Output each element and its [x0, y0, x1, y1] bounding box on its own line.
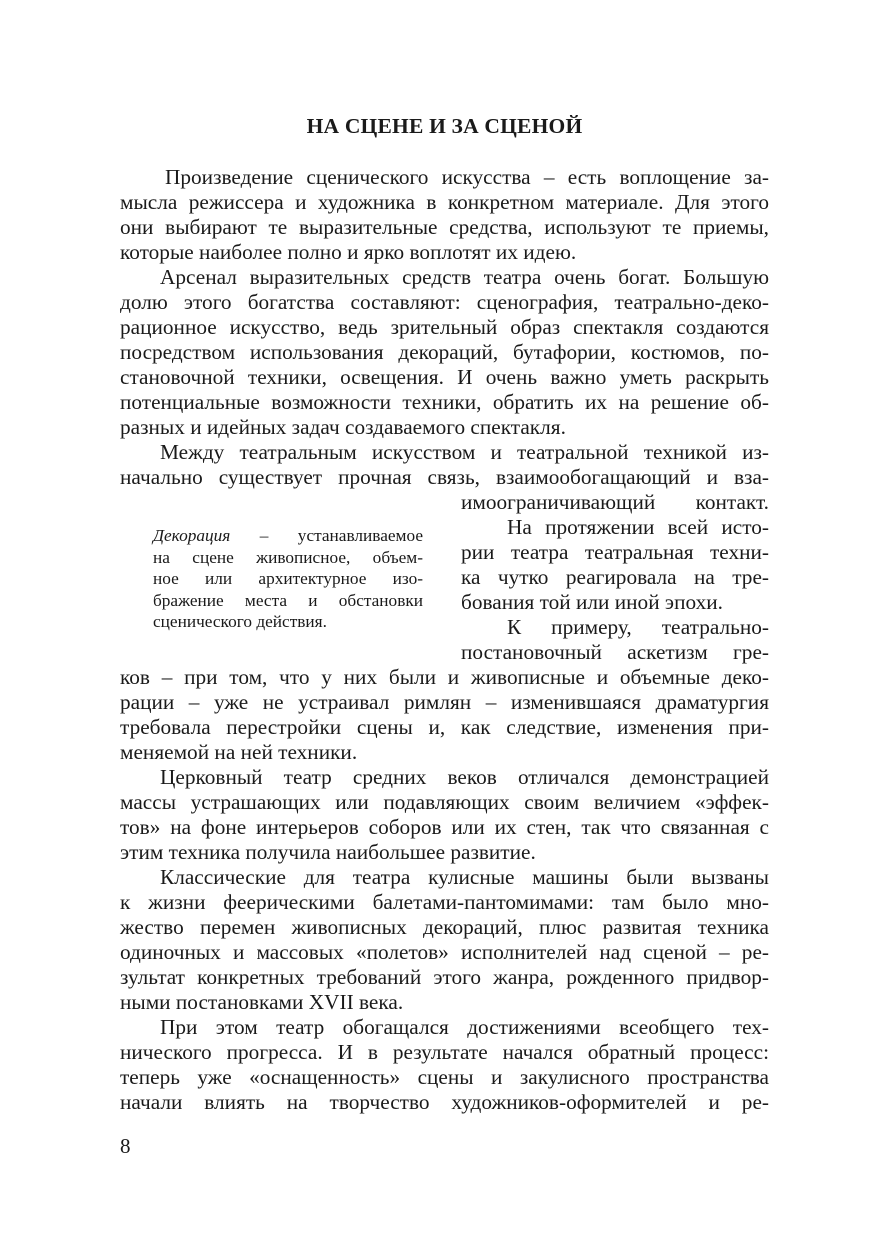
text-line: бования той или иной эпохи. [461, 590, 723, 614]
sidebar-line: на сцене живописное, объем- [153, 547, 423, 567]
sidebar-line: бражение места и обстановки [153, 590, 423, 610]
text-line: ными постановками XVII века. [120, 990, 404, 1014]
text-line: они выбирают те выразительные средства, используют те приемы, [120, 215, 769, 239]
text-line: долю этого богатства составляют: сценография, театрально-деко- [120, 290, 769, 314]
text-line: ка чутко реагировала на тре- [461, 565, 769, 589]
sidebar-line: Декорация – устанавливаемое [153, 526, 423, 545]
document-page [120, 0, 769, 1241]
chapter-title: НА СЦЕНЕ И ЗА СЦЕНОЙ [306, 114, 583, 138]
text-line: Классические для театра кулисные машины были вызваны [160, 865, 769, 889]
text-line: меняемой на ней техники. [120, 740, 358, 764]
text-line: Произведение сценического искусства – есть воплощение за- [165, 165, 769, 189]
text-line: Церковный театр средних веков отличался демонстрацией [160, 765, 769, 789]
text-line: постановочный аскетизм гре- [461, 640, 769, 664]
text-line: рационное искусство, ведь зрительный образ спектакля создаются [120, 315, 769, 339]
text-line: Арсенал выразительных средств театра очень богат. Большую [160, 265, 769, 289]
text-line: начали влиять на творчество художников-оформителей и ре- [120, 1090, 769, 1114]
text-line: которые наиболее полно и ярко воплотят их идею. [120, 240, 577, 264]
text-line: рии театра театральная техни- [461, 540, 769, 564]
text-line: требовала перестройки сцены и, как следствие, изменения при- [120, 715, 769, 739]
sidebar-line: ное или архитектурное изо- [153, 569, 423, 588]
text-line: ков – при том, что у них были и живописные и объемные деко- [120, 665, 769, 689]
text-line: На протяжении всей исто- [507, 515, 769, 539]
text-line: Между театральным искусством и театральной техникой из- [160, 440, 769, 464]
text-line: жество перемен живописных декораций, плюс развитая техника [120, 915, 769, 939]
text-line: имоограничивающий контакт. [461, 490, 769, 514]
definition-sidebar [153, 525, 423, 633]
text-line: начально существует прочная связь, взаимообогащающий и вза- [120, 465, 769, 489]
text-line: потенциальные возможности техники, обратить их на решение об- [120, 390, 769, 414]
text-line: нического прогресса. И в результате начался обратный процесс: [120, 1040, 769, 1064]
text-line: тов» на фоне интерьеров соборов или их стен, так что связанная с [120, 815, 769, 839]
text-line: массы устрашающих или подавляющих своим величием «эффек- [120, 790, 769, 814]
text-line: посредством использования декораций, бутафории, костюмов, по- [120, 340, 769, 364]
text-line: теперь уже «оснащенность» сцены и закулисного пространства [120, 1065, 769, 1089]
text-line: к жизни феерическими балетами-пантомимами: там было мно- [120, 890, 769, 914]
page-number: 8 [120, 1134, 131, 1158]
text-line: одиночных и массовых «полетов» исполнителей над сценой – ре- [120, 940, 769, 964]
text-line: рации – уже не устраивал римлян – изменившаяся драматургия [120, 690, 769, 714]
text-line: К примеру, театрально- [507, 615, 769, 639]
sidebar-line: сценического действия. [153, 612, 327, 631]
text-line: мысла режиссера и художника в конкретном материале. Для этого [120, 190, 769, 214]
text-line: При этом театр обогащался достижениями всеобщего тех- [160, 1015, 769, 1039]
text-line: этим техника получила наибольшее развитие. [120, 840, 536, 864]
text-line: становочной техники, освещения. И очень важно уметь раскрыть [120, 365, 769, 389]
sidebar-term: Декорация [153, 526, 231, 545]
text-line: разных и идейных задач создаваемого спектакля. [120, 415, 566, 439]
text-line: зультат конкретных требований этого жанра, рожденного придвор- [120, 965, 769, 989]
